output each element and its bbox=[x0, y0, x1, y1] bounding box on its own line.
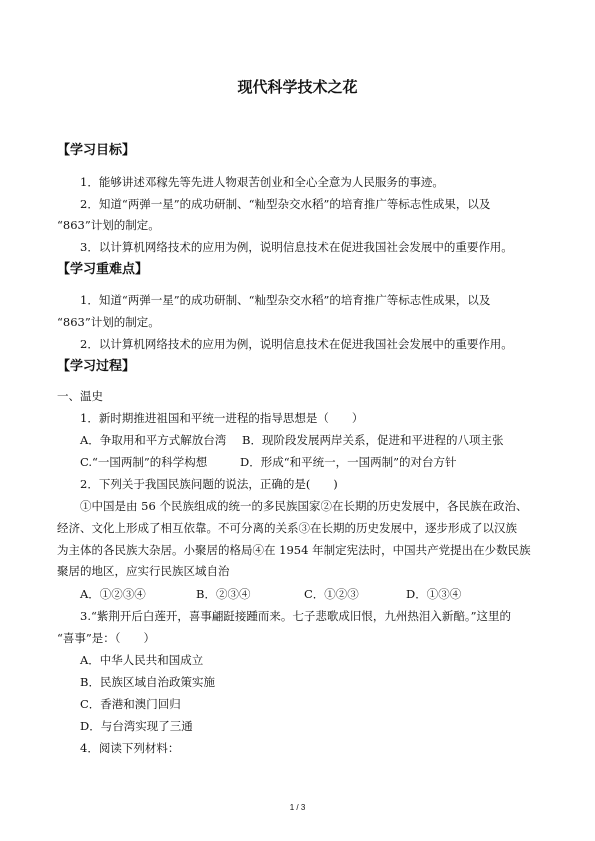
objective-item-1: 1．能够讲述邓稼先等先进人物艰苦创业和全心全意为人民服务的事迹。 bbox=[80, 175, 444, 189]
question-3-option-d: D．与台湾实现了三通 bbox=[80, 719, 193, 733]
question-3-option-b: B．民族区域自治政策实施 bbox=[80, 675, 215, 689]
process-heading: 【学习过程】 bbox=[57, 359, 136, 374]
question-2-body-line: 为主体的各民族大杂居。小聚居的格局④在 1954 年制定宪法时，中国共产党提出在少数民族 bbox=[57, 543, 531, 557]
question-2-option-b: B．②③④ bbox=[196, 587, 251, 601]
key-point-item-2: 2．以计算机网络技术的应用为例，说明信息技术在促进我国社会发展中的重要作用。 bbox=[80, 337, 513, 351]
question-4-stem: 4．阅读下列材料： bbox=[80, 741, 180, 755]
question-1-option-c: C.“一国两制”的科学构想 bbox=[80, 455, 208, 469]
question-1-stem: 1．新时期推进祖国和平统一进程的指导思想是（ ） bbox=[80, 411, 364, 425]
question-2-option-d: D．①③④ bbox=[406, 587, 462, 601]
question-2-body-line: 聚居的地区，应实行民族区域自治 bbox=[57, 564, 230, 578]
key-point-item-1: 1．知道“两弹一星”的成功研制、“籼型杂交水稻”的培育推广等标志性成果，以及 bbox=[80, 293, 491, 307]
question-3-option-c: C．香港和澳门回归 bbox=[80, 697, 181, 711]
question-1-option-a: A．争取用和平方式解放台湾 bbox=[80, 433, 227, 447]
question-1-option-b: B．现阶段发展两岸关系，促进和平进程的八项主张 bbox=[242, 433, 504, 447]
question-2-option-c: C．①②③ bbox=[304, 587, 359, 601]
key-point-item-1-cont: “863”计划的制定。 bbox=[57, 315, 160, 329]
objective-item-2: 2．知道“两弹一星”的成功研制、“籼型杂交水稻”的培育推广等标志性成果，以及 bbox=[80, 197, 491, 211]
document-title: 现代科学技术之花 bbox=[237, 78, 358, 96]
page-number: 1 / 3 bbox=[289, 803, 306, 812]
question-3-stem: 3.“紫荆开后白莲开，喜事翩跹接踵而来。七子悲歌成旧恨，九州热泪入新醅。”这里的 bbox=[80, 609, 511, 623]
objectives-heading: 【学习目标】 bbox=[57, 143, 136, 158]
question-2-stem: 2．下列关于我国民族问题的说法，正确的是( ) bbox=[80, 477, 338, 491]
question-2-option-a: A．①②③④ bbox=[80, 587, 146, 601]
objective-item-3: 3．以计算机网络技术的应用为例，说明信息技术在促进我国社会发展中的重要作用。 bbox=[80, 240, 513, 254]
question-1-option-d: D．形成“和平统一，一国两制”的对台方针 bbox=[240, 455, 457, 469]
objective-item-2-cont: “863”计划的制定。 bbox=[57, 218, 160, 232]
key-points-heading: 【学习重难点】 bbox=[57, 262, 149, 277]
review-subheading: 一、温史 bbox=[57, 389, 103, 403]
question-2-body-line: ①中国是由 56 个民族组成的统一的多民族国家②在长期的历史发展中，各民族在政治、 bbox=[80, 499, 528, 513]
question-3-option-a: A．中华人民共和国成立 bbox=[80, 653, 204, 667]
question-3-stem-cont: “喜事”是：（ ） bbox=[57, 631, 156, 645]
question-2-body-line: 经济、文化上形成了相互依靠。不可分离的关系③在长期的历史发展中，逐步形成了以汉族 bbox=[57, 521, 517, 535]
